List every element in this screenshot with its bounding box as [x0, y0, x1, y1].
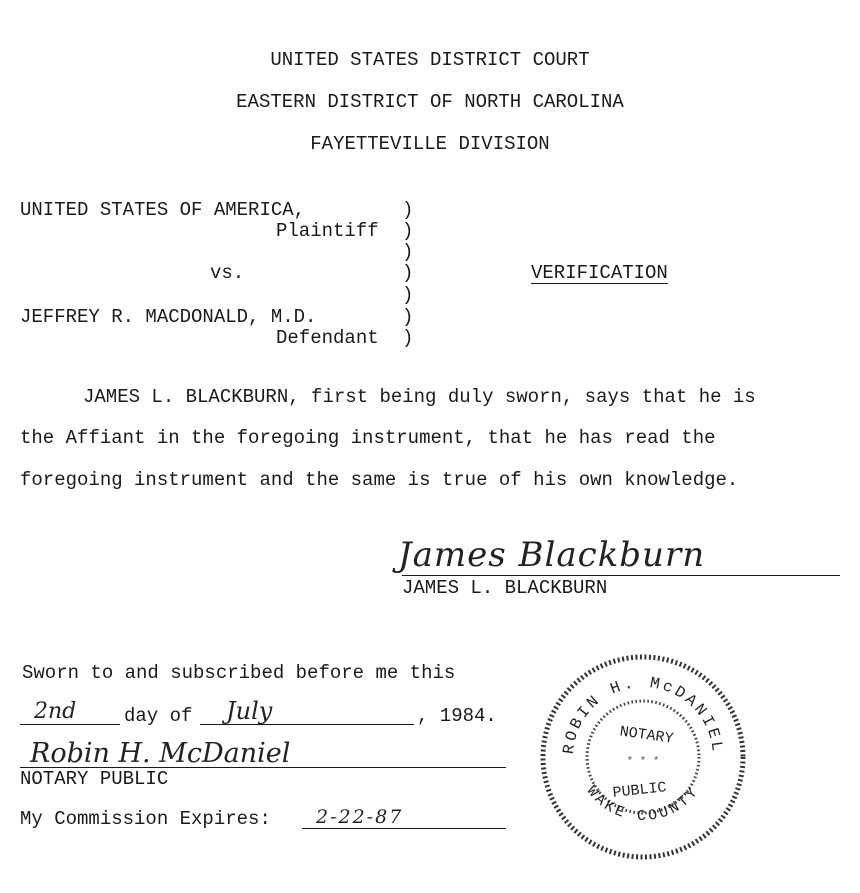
caption-bracket: ) [402, 199, 414, 221]
body-line-3: foregoing instrument and the same is true of his own knowledge. [20, 469, 739, 491]
court-district: EASTERN DISTRICT OF NORTH CAROLINA [236, 91, 624, 113]
signature-line [402, 575, 840, 576]
seal-bottom-text: WAKE COUNTY [582, 782, 704, 826]
notary-signature: Robin H. McDaniel [30, 738, 291, 769]
caption-bracket: ) [402, 327, 414, 349]
document-title: VERIFICATION [531, 262, 668, 284]
notary-label: NOTARY PUBLIC [20, 768, 169, 790]
caption-bracket: ) [402, 262, 414, 284]
versus-label: vs. [210, 262, 245, 284]
month-line [200, 724, 414, 725]
plaintiff-role: Plaintiff [276, 220, 379, 242]
seal-top-text: ROBIN H. McDANIEL [559, 674, 727, 756]
day-handwritten: 2nd [34, 699, 77, 724]
caption-bracket: ) [402, 306, 414, 328]
seal-center-bottom: PUBLIC [611, 779, 668, 802]
court-name: UNITED STATES DISTRICT COURT [270, 49, 590, 71]
body-line-1: JAMES L. BLACKBURN, first being duly sworn, says that he is [83, 386, 756, 408]
affiant-name: JAMES L. BLACKBURN [402, 577, 608, 599]
year-label: , 1984. [417, 705, 497, 727]
day-of-label: day of [124, 705, 193, 727]
caption-bracket: ) [402, 284, 414, 306]
seal-stars: * * * [626, 756, 660, 768]
commission-line [302, 828, 506, 829]
defendant-name: JEFFREY R. MACDONALD, M.D. [20, 306, 317, 328]
day-line [20, 724, 120, 725]
body-line-2: the Affiant in the foregoing instrument, that he has read the [20, 427, 716, 449]
court-division: FAYETTEVILLE DIVISION [310, 133, 550, 155]
notary-seal [538, 652, 748, 862]
affiant-signature: James Blackburn [398, 535, 706, 575]
jurat-statement: Sworn to and subscribed before me this [22, 662, 456, 684]
commission-date: 2-22-87 [316, 806, 404, 828]
caption-bracket: ) [402, 220, 414, 242]
defendant-role: Defendant [276, 327, 379, 349]
commission-label: My Commission Expires: [20, 808, 271, 830]
plaintiff-name: UNITED STATES OF AMERICA, [20, 199, 306, 221]
seal-center-top: NOTARY [618, 723, 675, 748]
caption-bracket: ) [402, 241, 414, 263]
month-handwritten: July [226, 697, 273, 725]
